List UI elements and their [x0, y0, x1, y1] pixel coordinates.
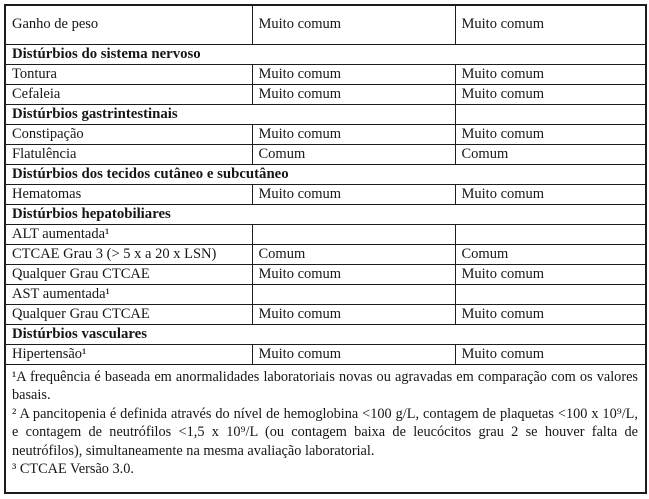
footnote: ¹A frequência é baseada em anormalidades laboratoriais novas ou agravadas em comparação com os valores basais. [12, 368, 638, 404]
table-row [5, 244, 646, 264]
reaction-name-cell: Hematomas [5, 184, 252, 204]
reaction-name-cell: Qualquer Grau CTCAE [5, 304, 252, 324]
reaction-name-cell: ALT aumentada¹ [5, 224, 252, 244]
section-row [5, 164, 646, 184]
section-row [5, 104, 646, 124]
frequency-cell: Muito comum [252, 5, 455, 44]
table-row [5, 184, 646, 204]
footnotes-cell [5, 364, 646, 493]
table-row [5, 344, 646, 364]
frequency-cell: Muito comum [252, 264, 455, 284]
section-header: Distúrbios do sistema nervoso [5, 44, 646, 64]
frequency-cell: Muito comum [455, 184, 646, 204]
frequency-cell: Muito comum [252, 124, 455, 144]
frequency-cell: Muito comum [252, 304, 455, 324]
section-header: Distúrbios hepatobiliares [5, 204, 646, 224]
section-row [5, 324, 646, 344]
table-row [5, 5, 646, 44]
section-header: Distúrbios dos tecidos cutâneo e subcutâneo [5, 164, 646, 184]
reaction-name-cell: Ganho de peso [5, 5, 252, 44]
reaction-name-cell: CTCAE Grau 3 (> 5 x a 20 x LSN) [5, 244, 252, 264]
frequency-cell: Muito comum [455, 304, 646, 324]
section-header: Distúrbios gastrintestinais [5, 104, 455, 124]
frequency-cell [252, 224, 455, 244]
section-row [5, 44, 646, 64]
empty-cell [455, 104, 646, 124]
footnotes-body [5, 364, 646, 493]
frequency-cell [455, 284, 646, 304]
table-row [5, 84, 646, 104]
table-row [5, 144, 646, 164]
frequency-cell: Comum [252, 144, 455, 164]
frequency-cell [455, 224, 646, 244]
frequency-cell: Muito comum [455, 344, 646, 364]
reaction-name-cell: Flatulência [5, 144, 252, 164]
frequency-cell: Muito comum [252, 84, 455, 104]
frequency-cell: Comum [252, 244, 455, 264]
footnote: ³ CTCAE Versão 3.0. [12, 461, 134, 478]
footnotes-row [5, 364, 646, 493]
reaction-name-cell: Hipertensão¹ [5, 344, 252, 364]
reaction-name-cell: Constipação [5, 124, 252, 144]
reaction-name-cell: Qualquer Grau CTCAE [5, 264, 252, 284]
frequency-cell: Muito comum [252, 64, 455, 84]
table-row [5, 284, 646, 304]
section-row [5, 204, 646, 224]
frequency-cell: Comum [455, 244, 646, 264]
frequency-cell: Muito comum [252, 184, 455, 204]
table-row [5, 264, 646, 284]
section-header: Distúrbios vasculares [5, 324, 646, 344]
table-body [5, 5, 646, 364]
frequency-cell: Muito comum [455, 84, 646, 104]
reaction-name-cell: AST aumentada¹ [5, 284, 252, 304]
frequency-cell: Comum [455, 144, 646, 164]
frequency-cell [252, 284, 455, 304]
footnote: ² A pancitopenia é definida através do nível de hemoglobina <100 g/L, contagem de plaquetas <100 x 10⁹/L, e contagem de neutrófilos <1,5 x 10⁹/L (ou contagem baixa de leucócitos grau 2 se houver falta de neutrófilos), simultaneamente na mesma avaliação laboratorial. [12, 405, 638, 459]
frequency-cell: Muito comum [455, 124, 646, 144]
table-row [5, 124, 646, 144]
table-row [5, 304, 646, 324]
adverse-reactions-table [4, 4, 647, 494]
frequency-cell: Muito comum [455, 5, 646, 44]
table-row [5, 224, 646, 244]
frequency-cell: Muito comum [455, 64, 646, 84]
reaction-name-cell: Tontura [5, 64, 252, 84]
reaction-name-cell: Cefaleia [5, 84, 252, 104]
table-row [5, 64, 646, 84]
frequency-cell: Muito comum [252, 344, 455, 364]
frequency-cell: Muito comum [455, 264, 646, 284]
